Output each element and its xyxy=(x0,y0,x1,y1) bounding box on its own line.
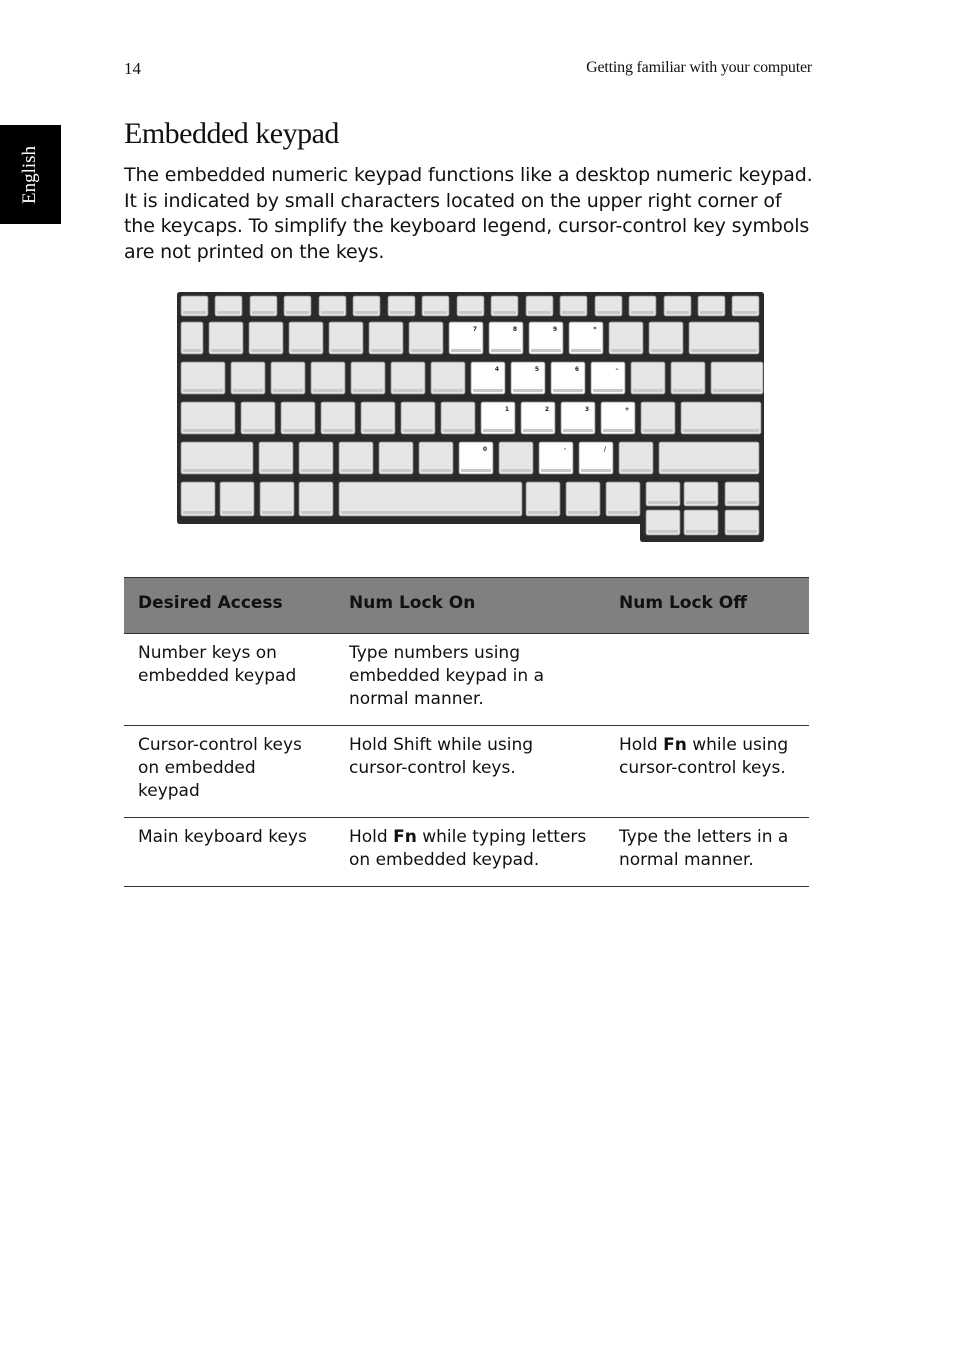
keycap-edge xyxy=(713,389,761,392)
keycap-edge xyxy=(411,349,441,352)
keycap-edge xyxy=(597,311,620,314)
table-header-row xyxy=(124,578,809,634)
modifier-key xyxy=(181,482,215,516)
keypad-legend: 2 xyxy=(544,406,550,413)
keycap-edge xyxy=(222,511,252,514)
keycap-edge xyxy=(381,469,411,472)
cell-num-lock-on: Type numbers using embedded keypad in a normal manner. xyxy=(335,634,605,726)
keycap-edge xyxy=(563,429,593,432)
fn-key-name: Fn xyxy=(393,827,417,847)
keyboard-figure xyxy=(174,290,766,548)
section-title: Embedded keypad xyxy=(124,117,339,150)
keycap-edge xyxy=(648,501,678,504)
keycap-edge xyxy=(283,429,313,432)
keycap-edge xyxy=(393,389,423,392)
keycap-edge xyxy=(700,311,723,314)
keycap-edge xyxy=(648,530,678,533)
keypad-legend: 7 xyxy=(472,326,478,333)
cell-num-lock-off xyxy=(605,634,809,726)
intro-paragraph: The embedded numeric keypad functions like a desktop numeric keypad. It is indicated by small characters located on the upper right corner of the keycaps. To simplify the keyboard legend, cursor-control key symbols are not printed on the keys. xyxy=(124,164,813,263)
keypad-legend: 5 xyxy=(534,366,540,373)
fn-key-name: Fn xyxy=(663,735,687,755)
cell-text: while using cursor-control keys. xyxy=(619,735,789,778)
keycap-edge xyxy=(611,349,641,352)
keycap-edge xyxy=(443,429,473,432)
cell-num-lock-off: Type the letters in a normal manner. xyxy=(605,818,809,887)
access-table xyxy=(124,577,809,887)
keycap-edge xyxy=(323,429,353,432)
keycap-edge xyxy=(353,389,383,392)
keycap-edge xyxy=(262,511,292,514)
keycap-edge xyxy=(491,349,521,352)
keycap-edge xyxy=(183,349,201,352)
keycap-edge xyxy=(273,389,303,392)
keycap-edge xyxy=(461,469,491,472)
keycap-edge xyxy=(528,311,551,314)
keycap-edge xyxy=(183,311,206,314)
keycap-edge xyxy=(734,311,757,314)
keycap-edge xyxy=(313,389,343,392)
keycap-edge xyxy=(217,311,240,314)
keycap-edge xyxy=(686,501,716,504)
keycap-edge xyxy=(513,389,543,392)
keycap-edge xyxy=(581,469,611,472)
keypad-legend: 4 xyxy=(494,366,500,373)
cell-text: Hold xyxy=(619,735,664,755)
keypad-legend: 3 xyxy=(584,406,590,413)
keycap-edge xyxy=(686,530,716,533)
keycap-edge xyxy=(355,311,378,314)
keypad-legend: + xyxy=(624,406,630,413)
keypad-legend: 1 xyxy=(504,406,510,413)
keycap-edge xyxy=(183,469,251,472)
keycap-edge xyxy=(661,469,757,472)
cell-num-lock-off xyxy=(605,726,809,818)
keycap-edge xyxy=(183,511,213,514)
spacebar xyxy=(339,482,522,516)
keycap-edge xyxy=(301,511,331,514)
cell-access: Cursor-control keys on embedded keypad xyxy=(124,726,335,818)
keycap-edge xyxy=(261,469,291,472)
keycap-edge xyxy=(363,429,393,432)
header-num-lock-on: Num Lock On xyxy=(335,578,605,634)
cell-num-lock-on: Hold Shift while using cursor-control keys. xyxy=(335,726,605,818)
cell-access: Main keyboard keys xyxy=(124,818,335,887)
keycap-edge xyxy=(727,530,757,533)
table-row xyxy=(124,726,809,818)
keycap-edge xyxy=(291,349,321,352)
keycap-edge xyxy=(593,389,623,392)
keycap-edge xyxy=(501,469,531,472)
keycap-edge xyxy=(553,389,583,392)
keycap-edge xyxy=(631,311,654,314)
keypad-legend: * xyxy=(593,326,597,333)
keycap-edge xyxy=(673,389,703,392)
running-header: Getting familiar with your computer xyxy=(586,59,812,76)
language-tab-label: English xyxy=(19,145,41,204)
keycap-edge xyxy=(621,469,651,472)
keycap-edge xyxy=(331,349,361,352)
keypad-legend: · xyxy=(563,446,567,453)
keyboard-illustration xyxy=(174,290,766,544)
keycap-edge xyxy=(603,429,633,432)
cell-num-lock-on xyxy=(335,818,605,887)
keycap-edge xyxy=(183,389,223,392)
keycap-edge xyxy=(523,429,553,432)
keycap-edge xyxy=(421,469,451,472)
keycap-edge xyxy=(211,349,241,352)
keycap-edge xyxy=(341,469,371,472)
keycap-edge xyxy=(341,511,520,514)
modifier-key xyxy=(526,482,560,516)
keycap-edge xyxy=(433,389,463,392)
keycap-edge xyxy=(571,349,601,352)
keycap-edge xyxy=(403,429,433,432)
keycap-edge xyxy=(608,511,638,514)
header-num-lock-off: Num Lock Off xyxy=(605,578,809,634)
keycap-edge xyxy=(562,311,585,314)
modifier-key xyxy=(220,482,254,516)
keypad-legend: 8 xyxy=(512,326,518,333)
language-tab xyxy=(0,125,61,224)
cell-text: while typing letters on embedded keypad. xyxy=(349,827,587,870)
keycap-edge xyxy=(568,511,598,514)
modifier-key xyxy=(299,482,333,516)
keycap-edge xyxy=(541,469,571,472)
keycap-edge xyxy=(390,311,413,314)
keycap-edge xyxy=(233,389,263,392)
keycap-edge xyxy=(528,511,558,514)
keycap-edge xyxy=(473,389,503,392)
keycap-edge xyxy=(424,311,447,314)
keypad-legend: 6 xyxy=(574,366,580,373)
keycap-edge xyxy=(727,501,757,504)
modifier-key xyxy=(566,482,600,516)
keycap-edge xyxy=(493,311,516,314)
keycap-edge xyxy=(451,349,481,352)
page-number: 14 xyxy=(124,59,141,78)
keycap-edge xyxy=(252,311,275,314)
keycap-edge xyxy=(251,349,281,352)
cell-text: Hold xyxy=(349,827,394,847)
keycap-edge xyxy=(301,469,331,472)
keycap-edge xyxy=(459,311,482,314)
keycap-edge xyxy=(483,429,513,432)
table-row xyxy=(124,818,809,887)
keycap-edge xyxy=(683,429,759,432)
keycap-edge xyxy=(531,349,561,352)
keypad-legend: 9 xyxy=(552,326,558,333)
keypad-legend: / xyxy=(603,446,607,453)
keycap-edge xyxy=(183,429,233,432)
keycap-edge xyxy=(371,349,401,352)
keycap-edge xyxy=(243,429,273,432)
header-desired-access: Desired Access xyxy=(124,578,335,634)
keycap-edge xyxy=(691,349,757,352)
modifier-key xyxy=(606,482,640,516)
keypad-legend: – xyxy=(615,366,619,373)
modifier-key xyxy=(260,482,294,516)
table-row xyxy=(124,634,809,726)
keycap-edge xyxy=(666,311,689,314)
keycap-edge xyxy=(643,429,673,432)
cell-access: Number keys on embedded keypad xyxy=(124,634,335,726)
keycap-edge xyxy=(286,311,309,314)
keypad-legend: 0 xyxy=(482,446,488,453)
keycap-edge xyxy=(633,389,663,392)
keycap-edge xyxy=(321,311,344,314)
keycap-edge xyxy=(651,349,681,352)
